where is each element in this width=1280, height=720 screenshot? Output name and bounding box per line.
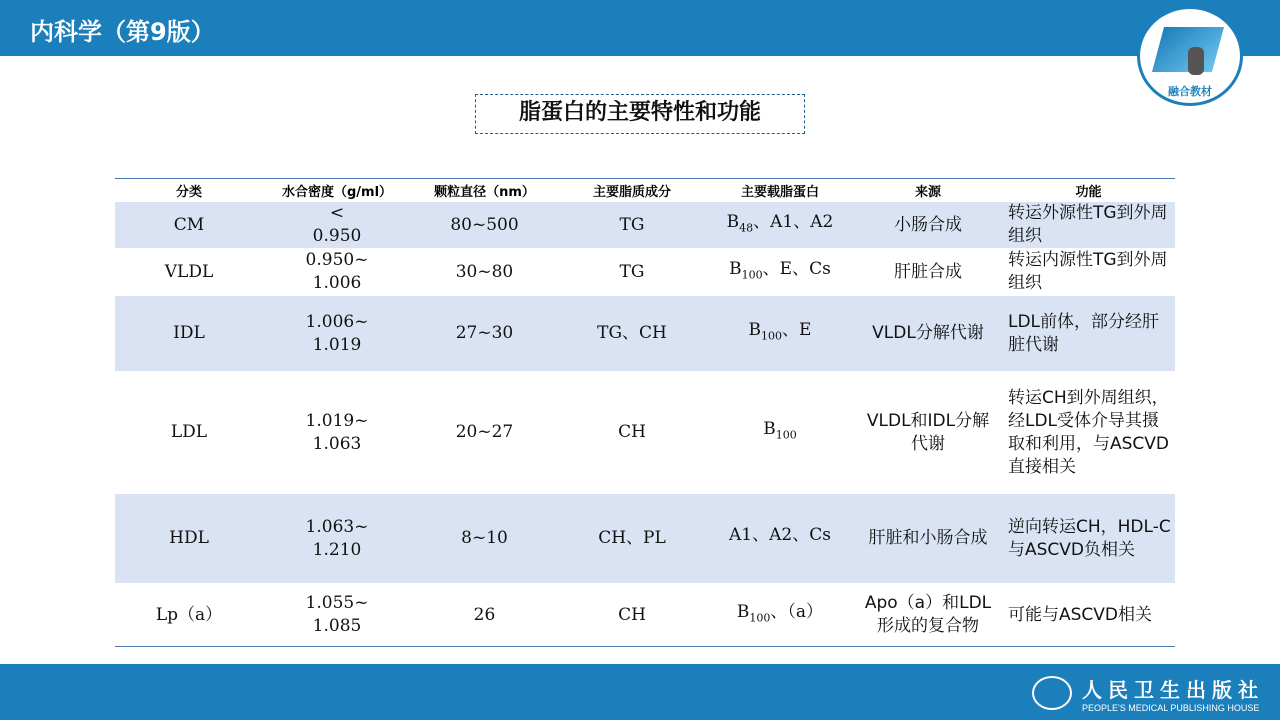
- lipid-cell: CH、PL: [558, 494, 706, 584]
- source-cell: 肝脏和小肠合成: [854, 494, 1002, 584]
- lipoprotein-table: [115, 178, 1175, 647]
- density-cell: 1.055~ 1.085: [263, 584, 411, 647]
- density-cell: 1.019~ 1.063: [263, 372, 411, 494]
- diameter-cell: 27~30: [411, 296, 558, 372]
- apolipoprotein-cell: [706, 249, 854, 296]
- publisher-name-cn: 人民卫生出版社: [1082, 678, 1264, 702]
- diameter-cell: 30~80: [411, 249, 558, 296]
- apo-subscript: 100: [775, 428, 797, 442]
- class-cell: IDL: [115, 296, 263, 372]
- apo-subscript: 48: [739, 221, 754, 235]
- column-header: 水合密度（g/ml）: [281, 184, 393, 200]
- lipid-cell: TG: [558, 202, 706, 249]
- class-cell: Lp（a）: [115, 584, 263, 647]
- lipid-cell: CH: [558, 372, 706, 494]
- lipid-cell: TG: [558, 249, 706, 296]
- class-cell: CM: [115, 202, 263, 249]
- table-row: [115, 249, 1175, 296]
- function-cell: LDL前体，部分经肝脏代谢: [1002, 296, 1175, 372]
- publisher-logo: [1082, 674, 1264, 713]
- slide-title: 脂蛋白的主要特性和功能: [475, 94, 805, 134]
- function-cell: 逆向转运CH，HDL-C与ASCVD负相关: [1002, 494, 1175, 584]
- publisher-emblem-icon: [1032, 676, 1072, 710]
- density-cell: 1.063~ 1.210: [263, 494, 411, 584]
- apolipoprotein-cell: [706, 494, 854, 584]
- apo-rest: 、（a）: [770, 601, 824, 622]
- book-title: 内科学（第9版）: [30, 18, 215, 46]
- apolipoprotein-cell: [706, 584, 854, 647]
- class-cell: VLDL: [115, 249, 263, 296]
- apo-base: B: [736, 601, 750, 622]
- apo-rest: 、E: [782, 320, 812, 341]
- function-cell: 转运CH到外周组织，经LDL受体介导其摄取和利用，与ASCVD直接相关: [1002, 372, 1175, 494]
- diameter-cell: 26: [411, 584, 558, 647]
- class-cell: HDL: [115, 494, 263, 584]
- source-cell: VLDL分解代谢: [854, 296, 1002, 372]
- lipid-cell: CH: [558, 584, 706, 647]
- apo-base: A1、A2、Cs: [729, 525, 831, 546]
- apolipoprotein-cell: [706, 372, 854, 494]
- apo-subscript: 100: [741, 268, 763, 282]
- diameter-cell: 20~27: [411, 372, 558, 494]
- source-cell: 小肠合成: [854, 202, 1002, 249]
- apo-base: B: [729, 258, 742, 279]
- touch-hand-icon: [1188, 47, 1204, 75]
- table-row: [115, 372, 1175, 494]
- top-bar: [0, 0, 1280, 56]
- apo-rest: 、A1、A2: [753, 211, 834, 232]
- apo-subscript: 100: [761, 329, 783, 343]
- column-header: 颗粒直径（nm）: [434, 184, 535, 200]
- apo-rest: 、E、Cs: [762, 258, 831, 279]
- apo-base: B: [726, 211, 740, 232]
- function-cell: 可能与ASCVD相关: [1002, 584, 1175, 647]
- lipid-cell: TG、CH: [558, 296, 706, 372]
- diameter-cell: 80~500: [411, 202, 558, 249]
- table-row: [115, 584, 1175, 647]
- density-cell: 0.950~ 1.006: [263, 249, 411, 296]
- table-header: [115, 179, 1175, 202]
- publisher-name-en: PEOPLE'S MEDICAL PUBLISHING HOUSE: [1082, 703, 1260, 713]
- table-row: [115, 296, 1175, 372]
- table-row: [115, 494, 1175, 584]
- function-cell: 转运内源性TG到外周组织: [1002, 249, 1175, 296]
- badge-label: 融合教材: [1168, 85, 1212, 98]
- source-cell: Apo（a）和LDL形成的复合物: [854, 584, 1002, 647]
- apo-subscript: 100: [749, 611, 771, 625]
- class-cell: LDL: [115, 372, 263, 494]
- footer-bar: [0, 664, 1280, 720]
- table-row: [115, 202, 1175, 249]
- source-cell: VLDL和IDL分解代谢: [854, 372, 1002, 494]
- column-header: 主要脂质成分: [592, 184, 671, 200]
- apo-base: B: [763, 419, 776, 440]
- apolipoprotein-cell: [706, 296, 854, 372]
- density-cell: < 0.950: [263, 202, 411, 249]
- fusion-textbook-badge: [1137, 6, 1243, 106]
- apolipoprotein-cell: [706, 202, 854, 249]
- column-header: 来源: [914, 184, 941, 200]
- column-header: 功能: [1075, 184, 1102, 200]
- function-cell: 转运外源性TG到外周组织: [1002, 202, 1175, 249]
- diameter-cell: 8~10: [411, 494, 558, 584]
- column-header: 分类: [175, 184, 202, 200]
- column-header: 主要载脂蛋白: [740, 184, 819, 200]
- density-cell: 1.006~ 1.019: [263, 296, 411, 372]
- apo-base: B: [748, 320, 762, 341]
- source-cell: 肝脏合成: [854, 249, 1002, 296]
